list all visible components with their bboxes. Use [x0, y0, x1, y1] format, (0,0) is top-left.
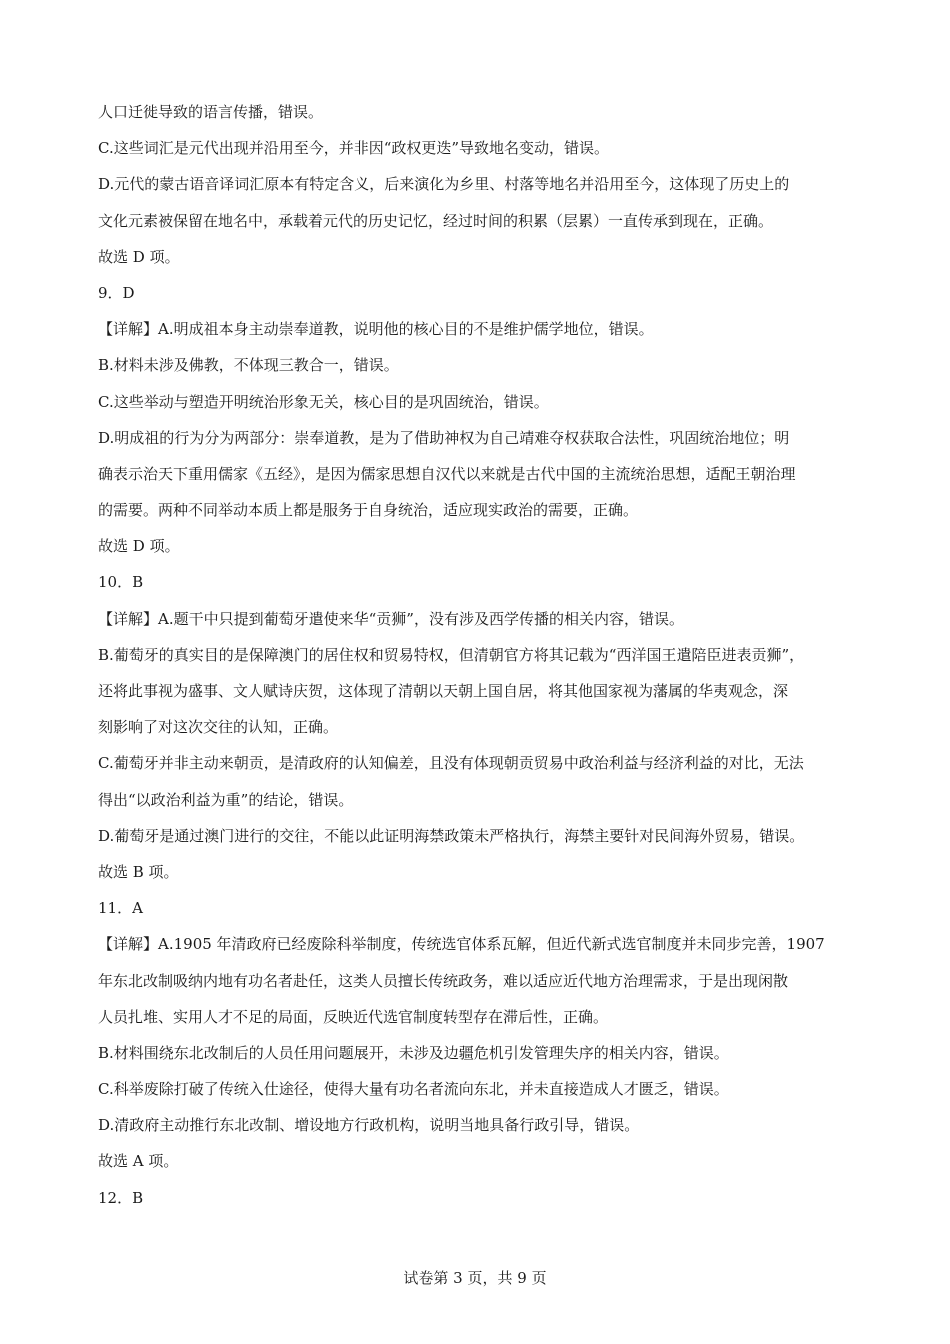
text-line: 确表示治天下重用儒家《五经》，是因为儒家思想自汉代以来就是古代中国的主流统治思想，适配王朝治理	[98, 464, 796, 483]
text-line: C.这些举动与塑造开明统治形象无关，核心目的是巩固统治，错误。	[98, 392, 549, 411]
text-line: 故选 A 项。	[98, 1152, 179, 1171]
text-line: 【详解】A.明成祖本身主动崇奉道教，说明他的核心目的不是维护儒学地位，错误。	[98, 320, 654, 339]
text-line: D.明成祖的行为分为两部分：崇奉道教，是为了借助神权为自己靖难夺权获取合法性，巩固统治地位；明	[98, 428, 790, 447]
text-line: C.科举废除打破了传统入仕途径，使得大量有功名者流向东北，并未直接造成人才匮乏，错误。	[98, 1080, 729, 1099]
text-line: 人口迁徙导致的语言传播，错误。	[98, 103, 324, 121]
text-line: 还将此事视为盛事、文人赋诗庆贺，这体现了清朝以天朝上国自居，将其他国家视为藩属的华夷观念，深	[98, 682, 789, 700]
text-line: 故选 B 项。	[98, 862, 179, 881]
text-line: 10．B	[98, 573, 144, 592]
text-line: B.葡萄牙的真实目的是保障澳门的居住权和贸易特权，但清朝官方将其记载为“西洋国王遣陪臣进表贡狮”，	[98, 645, 805, 664]
text-line: 得出“以政治利益为重”的结论，错误。	[98, 790, 354, 809]
text-line: C.这些词汇是元代出现并沿用至今，并非因“政权更迭”导致地名变动，错误。	[98, 139, 610, 158]
text-line: 文化元素被保留在地名中，承载着元代的历史记忆，经过时间的积累（层累）一直传承到现在，正确。	[98, 211, 774, 230]
document-body	[98, 94, 868, 1216]
text-line: D.清政府主动推行东北改制、增设地方行政机构，说明当地具备行政引导，错误。	[98, 1116, 640, 1135]
page-footer: 试卷第 3 页，共 9 页	[403, 1269, 547, 1287]
text-line: D.葡萄牙是通过澳门进行的交往，不能以此证明海禁政策未严格执行，海禁主要针对民间海外贸易，错误。	[98, 826, 805, 845]
text-line: B.材料未涉及佛教，不体现三教合一，错误。	[98, 356, 399, 375]
text-line: 人员扎堆、实用人才不足的局面，反映近代选官制度转型存在滞后性，正确。	[98, 1007, 609, 1026]
text-line: B.材料围绕东北改制后的人员任用问题展开，未涉及边疆危机引发管理失序的相关内容，错误。	[98, 1043, 729, 1062]
text-line: C.葡萄牙并非主动来朝贡，是清政府的认知偏差，且没有体现朝贡贸易中政治利益与经济利益的对比，无法	[98, 754, 804, 773]
text-line: 12．B	[98, 1188, 144, 1207]
text-line: 的需要。两种不同举动本质上都是服务于自身统治，适应现实政治的需要，正确。	[98, 501, 639, 520]
text-line: 故选 D 项。	[98, 537, 180, 556]
text-line: 【详解】A.1905 年清政府已经废除科举制度，传统选官体系瓦解，但近代新式选官制度并未同步完善，1907	[98, 935, 825, 954]
text-line: 刻影响了对这次交往的认知，正确。	[98, 718, 339, 737]
text-line: 9．D	[98, 283, 135, 302]
text-line: 11．A	[98, 899, 143, 918]
text-line: 年东北改制吸纳内地有功名者赴任，这类人员擅长传统政务，难以适应近代地方治理需求，于是出现闲散	[98, 971, 789, 990]
text-line: 【详解】A.题干中只提到葡萄牙遣使来华“贡狮”，没有涉及西学传播的相关内容，错误。	[98, 609, 684, 628]
text-line: D.元代的蒙古语音译词汇原本有特定含义，后来演化为乡里、村落等地名并沿用至今，这体现了历史上的	[98, 175, 790, 194]
text-line: 故选 D 项。	[98, 247, 180, 266]
